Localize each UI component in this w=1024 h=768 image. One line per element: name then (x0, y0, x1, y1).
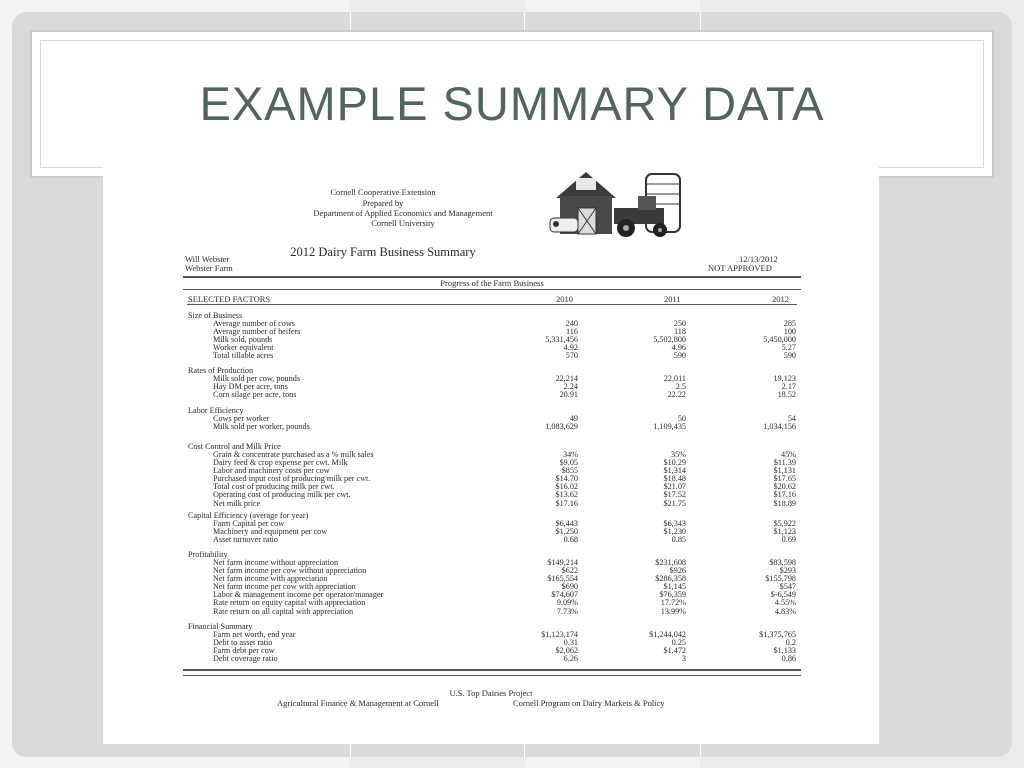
row-value-1: $16.02 (555, 482, 578, 492)
row-value-2: $17.52 (663, 490, 686, 500)
header-line: Department of Applied Economics and Management (313, 208, 493, 218)
row-value-3: 54 (787, 414, 796, 423)
row-value-3: 4.55% (774, 598, 796, 608)
row-label: Rate return on all capital with appreciation (213, 606, 354, 616)
row-value-3: 0.2 (785, 638, 796, 648)
row-value-1: 2.24 (563, 382, 578, 392)
section-title: Capital Efficiency (average for year) (188, 511, 309, 520)
progress-heading: Progress of the Farm Business (183, 276, 801, 290)
table-row (188, 500, 798, 508)
section-title: Labor Efficiency (188, 406, 244, 415)
row-value-1: 34% (562, 450, 578, 459)
column-header: 2010 (556, 294, 573, 304)
row-label: Average number of heifers (213, 327, 301, 337)
row-value-2: 50 (677, 414, 686, 423)
table-row (188, 608, 798, 616)
row-value-1: 240 (565, 319, 578, 328)
section (188, 312, 798, 360)
table-row (188, 423, 798, 431)
row-value-3: 2.17 (781, 382, 796, 392)
row-label: Purchased input cost of producing milk per cwt. (213, 474, 371, 484)
title-box (30, 30, 994, 178)
row-value-2: $6,343 (663, 519, 686, 528)
table-row (188, 491, 798, 499)
table-row (188, 328, 798, 336)
row-label: Net farm income per cow with appreciation (213, 582, 356, 592)
row-label: Operating cost of producing milk per cwt. (213, 490, 351, 500)
farm-name: Webster Farm (185, 263, 233, 273)
row-value-1: 22,214 (555, 374, 578, 383)
row-value-1: 1,083,629 (545, 422, 578, 432)
row-value-1: $17.16 (555, 498, 578, 508)
row-label: Asset turnover ratio (213, 535, 279, 545)
row-label: Net farm income without appreciation (213, 558, 339, 567)
row-value-3: 5.27 (781, 343, 796, 353)
row-label: Total cost of producing milk per cwt. (213, 482, 335, 492)
row-value-3: 0.86 (781, 654, 796, 664)
row-value-2: $76,359 (659, 590, 686, 600)
row-value-3: $155,798 (765, 574, 796, 584)
slide-title: EXAMPLE SUMMARY DATA (199, 77, 825, 130)
header-line: Prepared by (362, 198, 404, 208)
row-value-3: 45% (780, 450, 796, 459)
row-label: Dairy feed & crop expense per cwt. Milk (213, 458, 348, 468)
document-title: 2012 Dairy Farm Business Summary (290, 245, 476, 259)
row-value-1: $2,062 (555, 646, 578, 656)
row-value-2: $21.07 (663, 482, 686, 492)
row-value-2: $10.29 (663, 458, 686, 468)
row-value-1: 7.73% (556, 606, 578, 616)
row-value-2: 3 (681, 654, 686, 664)
row-value-2: 4.96 (671, 343, 686, 353)
row-value-2: 22.22 (667, 390, 686, 400)
table-row (188, 336, 798, 344)
table-row (188, 639, 798, 647)
table-row (188, 655, 798, 663)
row-value-2: 0.85 (671, 535, 686, 545)
section (188, 551, 798, 616)
summary-document (103, 166, 879, 744)
row-label: Labor and machinery costs per cow (213, 466, 330, 476)
row-value-1: $13.62 (555, 490, 578, 500)
column-header: SELECTED FACTORS (188, 294, 271, 304)
report-date: 12/13/2012 (739, 254, 778, 264)
row-label: Debt to asset ratio (213, 638, 273, 648)
row-value-2: 1,109,435 (653, 422, 686, 432)
row-value-1: $6,443 (555, 519, 578, 528)
row-value-2: 250 (673, 319, 686, 328)
row-value-1: $9.05 (559, 458, 578, 468)
column-header: 2011 (664, 294, 681, 304)
row-value-3: 5,450,000 (763, 335, 796, 345)
row-value-1: $690 (561, 582, 578, 592)
row-label: Milk sold, pounds (213, 335, 273, 345)
row-label: Milk sold per worker, pounds (213, 422, 310, 432)
row-label: Corn silage per acre, tons (213, 390, 297, 400)
section (188, 443, 798, 508)
row-value-1: $74,607 (551, 590, 578, 600)
row-value-3: $1,123 (773, 527, 796, 537)
table-row (188, 536, 798, 544)
row-value-2: 590 (673, 351, 686, 361)
row-value-3: $20.62 (773, 482, 796, 492)
row-value-3: $547 (779, 582, 796, 592)
farmer-name: Will Webster (185, 254, 230, 264)
row-value-1: 6.26 (563, 654, 578, 664)
table-row (188, 391, 798, 399)
row-value-3: 590 (783, 351, 796, 361)
row-value-2: $18.48 (663, 474, 686, 484)
header-line: Cornell Cooperative Extension (330, 187, 436, 197)
row-value-1: 5,331,456 (545, 335, 578, 345)
row-value-1: $149,214 (547, 558, 578, 567)
row-value-3: $1,131 (773, 466, 796, 476)
row-value-3: $17.65 (773, 474, 796, 484)
row-value-1: 20.91 (559, 390, 578, 400)
row-label: Grain & concentrate purchased as a % milk sales (213, 450, 374, 459)
row-value-1: 49 (569, 414, 578, 423)
row-label: Milk sold per cow, pounds (213, 374, 301, 383)
row-value-2: $286,358 (655, 574, 686, 584)
row-value-2: 118 (674, 327, 686, 337)
section (188, 367, 798, 399)
row-value-1: 4.92 (563, 343, 578, 353)
section (188, 512, 798, 544)
row-value-2: $231,608 (655, 558, 686, 567)
row-label: Cows per worker (213, 414, 270, 423)
column-header: 2012 (772, 294, 789, 304)
table-row (188, 352, 798, 360)
row-value-1: 9.09% (556, 598, 578, 608)
row-label: Rate return on equity capital with appreciation (213, 598, 366, 608)
section-title: Financial Summary (188, 622, 253, 631)
row-value-3: 285 (783, 319, 796, 328)
row-value-3: $5,922 (773, 519, 796, 528)
header-line: Cornell University (371, 218, 435, 228)
row-value-3: $18.89 (773, 498, 796, 508)
footer-line: Agricultural Finance & Management at Cornell (277, 698, 439, 708)
row-label: Debt coverage ratio (213, 654, 278, 664)
table-row (188, 631, 798, 639)
row-value-2: $1,244,042 (649, 630, 686, 639)
row-value-3: 100 (783, 327, 796, 337)
row-value-3: $17.16 (773, 490, 796, 500)
row-value-3: 19,123 (773, 374, 796, 383)
row-value-2: $21.75 (663, 498, 686, 508)
section (188, 407, 798, 431)
row-value-2: 5,502,800 (653, 335, 686, 345)
row-value-1: 570 (565, 351, 578, 361)
row-value-2: 0.25 (671, 638, 686, 648)
column-header-row (187, 292, 797, 305)
row-value-3: 4.83% (774, 606, 796, 616)
row-value-1: $165,554 (547, 574, 578, 584)
footer-line: Cornell Program on Dairy Markets & Policy (513, 698, 665, 708)
approval-status: NOT APPROVED (708, 263, 772, 273)
row-value-2: $1,145 (663, 582, 686, 592)
bottom-rule (183, 669, 801, 676)
row-value-2: 22,011 (663, 374, 686, 383)
row-value-3: $83,598 (769, 558, 796, 567)
row-label: Net farm income with appreciation (213, 574, 328, 584)
row-label: Net farm income per cow without appreciation (213, 566, 367, 576)
row-value-3: $293 (779, 566, 796, 576)
row-value-1: $855 (561, 466, 578, 476)
row-value-3: $-6,549 (770, 590, 796, 600)
row-value-2: 2.5 (675, 382, 686, 392)
row-value-3: $11.39 (773, 458, 796, 468)
table-row (188, 344, 798, 352)
row-label: Farm net worth, end year (213, 630, 296, 639)
table-row (188, 528, 798, 536)
row-label: Average number of cows (213, 319, 295, 328)
row-label: Worker equivalent (213, 343, 274, 353)
table-row (188, 647, 798, 655)
row-value-2: $1,230 (663, 527, 686, 537)
barn-illustration-icon (548, 168, 693, 240)
row-label: Machinery and equipment per cow (213, 527, 328, 537)
section-title: Cost Control and Milk Price (188, 442, 281, 451)
row-value-1: 0.68 (563, 535, 578, 545)
row-label: Labor & management income per operator/manager (213, 590, 384, 600)
section-title: Profitability (188, 550, 228, 559)
row-value-3: $1,133 (773, 646, 796, 656)
footer-line: U.S. Top Dairies Project (449, 688, 533, 698)
row-value-3: 18.52 (777, 390, 796, 400)
section (188, 623, 798, 663)
row-value-1: $1,250 (555, 527, 578, 537)
row-label: Total tillable acres (213, 351, 274, 361)
row-label: Net milk price (213, 498, 261, 508)
section-title: Rates of Production (188, 366, 254, 375)
row-value-1: 0.31 (563, 638, 578, 648)
row-value-2: 17.72% (660, 598, 686, 608)
row-value-2: 13.99% (660, 606, 686, 616)
row-value-2: 35% (670, 450, 686, 459)
row-value-3: $1,375,765 (759, 630, 796, 639)
row-value-1: $622 (561, 566, 578, 576)
row-value-2: $926 (669, 566, 686, 576)
row-value-2: $1,314 (663, 466, 686, 476)
row-value-1: 116 (566, 327, 578, 337)
row-label: Farm debt per cow (213, 646, 275, 656)
row-value-2: $1,472 (663, 646, 686, 656)
row-value-1: $1,123,174 (541, 630, 578, 639)
row-value-3: 1,034,156 (763, 422, 796, 432)
row-label: Hay DM per acre, tons (213, 382, 288, 392)
section-title: Size of Business (188, 311, 243, 320)
row-value-3: 0.69 (781, 535, 796, 545)
row-label: Farm Capital per cow (213, 519, 285, 528)
row-value-1: $14.70 (555, 474, 578, 484)
